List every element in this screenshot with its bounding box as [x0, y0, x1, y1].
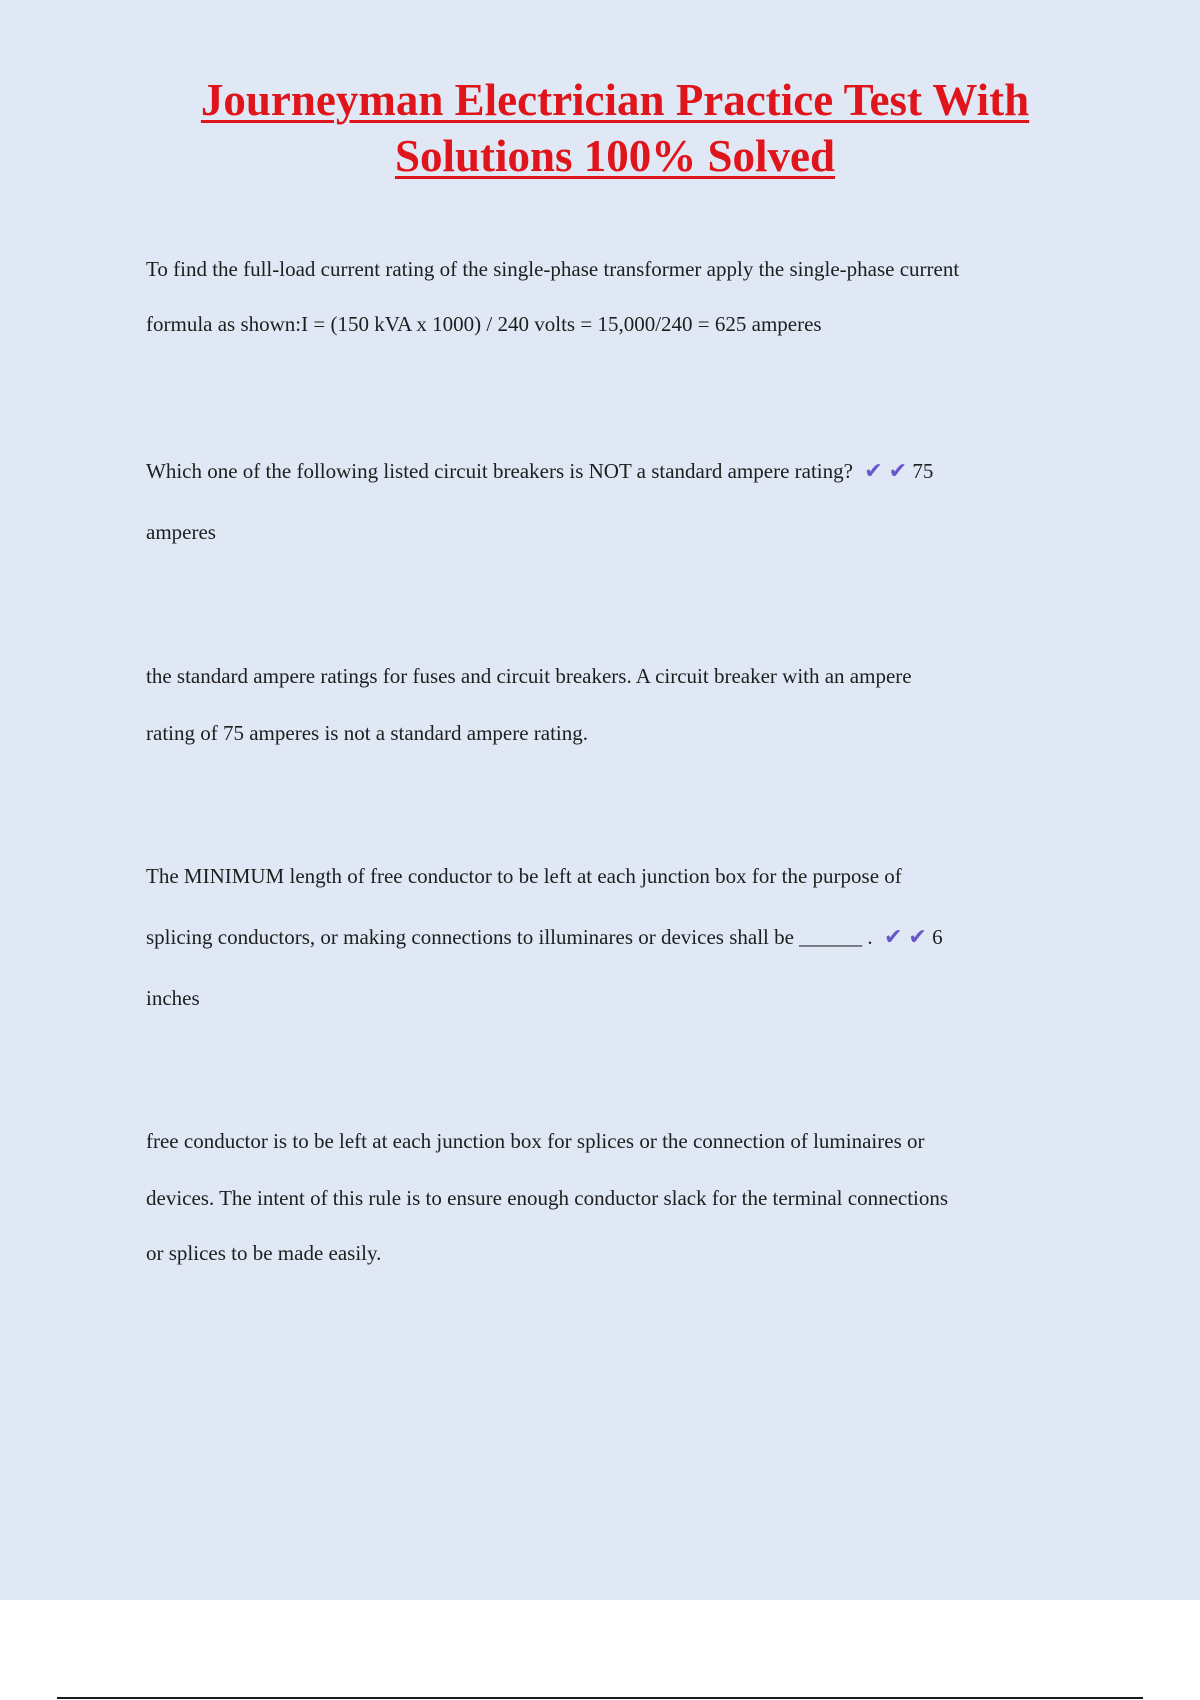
explanation-paragraph-1	[146, 259, 1086, 335]
question-text: Which one of the following listed circuit breakers is NOT a standard ampere rating?	[146, 459, 853, 483]
document-title	[100, 72, 1130, 184]
answer-value: 75	[912, 459, 934, 483]
explanation-paragraph-3	[146, 1131, 1086, 1264]
answer-continuation: amperes	[146, 520, 216, 544]
question-line: The MINIMUM length of free conductor to be left at each junction box for the purpose of	[146, 864, 902, 888]
double-check-icon: ✔ ✔	[883, 925, 927, 950]
question-text: splicing conductors, or making connections to illuminares or devices shall be ______ .	[146, 925, 873, 949]
answer-continuation: inches	[146, 986, 200, 1010]
question-line	[146, 927, 1086, 948]
text-line: the standard ampere ratings for fuses and circuit breakers. A circuit breaker with an ampere	[146, 664, 912, 688]
text-line: formula as shown:I = (150 kVA x 1000) / 240 volts = 15,000/240 = 625 amperes	[146, 312, 822, 336]
text-line: free conductor is to be left at each junction box for splices or the connection of luminaires or	[146, 1129, 925, 1153]
text-line: rating of 75 amperes is not a standard ampere rating.	[146, 721, 589, 745]
question-1	[146, 461, 1086, 543]
question-line	[146, 461, 1086, 482]
explanation-paragraph-2	[146, 666, 1086, 744]
text-line: devices. The intent of this rule is to ensure enough conductor slack for the terminal connections	[146, 1186, 949, 1210]
text-line: or splices to be made easily.	[146, 1241, 382, 1265]
title-line-2: Solutions 100% Solved	[394, 131, 836, 181]
footer-rule	[57, 1697, 1143, 1699]
title-line-1: Journeyman Electrician Practice Test With	[200, 75, 1030, 125]
answer-value: 6	[932, 925, 943, 949]
text-line: To find the full-load current rating of the single-phase transformer apply the single-phase current	[146, 257, 960, 281]
question-2	[146, 866, 1086, 1009]
double-check-icon: ✔ ✔	[864, 459, 908, 484]
